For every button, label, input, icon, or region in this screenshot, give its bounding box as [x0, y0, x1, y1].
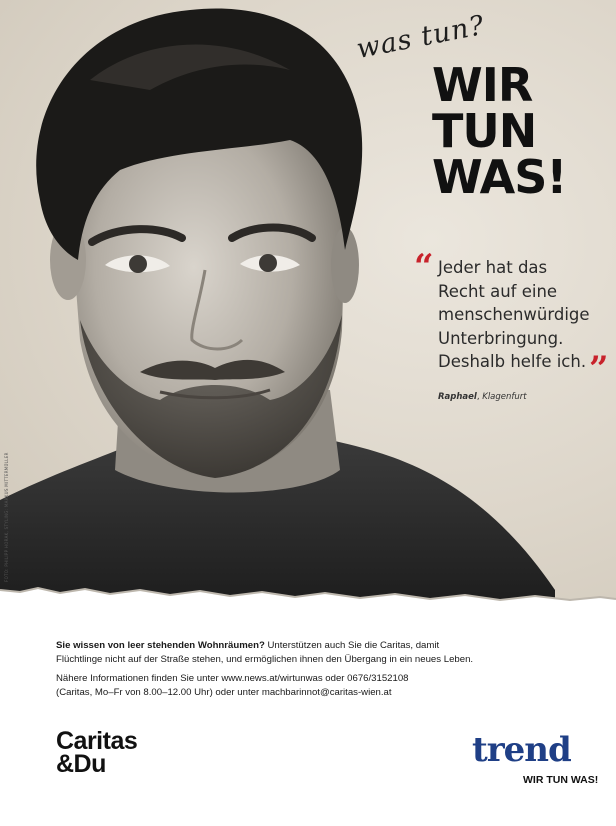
caritas-logo-line: Caritas	[56, 727, 138, 755]
info-line: Nähere Informationen finden Sie unter www.news.at/wirtunwas oder 0676/3152108	[56, 673, 409, 684]
caritas-logo-line: &Du	[56, 750, 106, 778]
photo-credit: FOTO: PHILIPP HORAK, STYLING: MARKUS MITTERMÜLLER	[4, 452, 9, 582]
headline-line: TUN	[432, 104, 537, 158]
caritas-logo	[56, 727, 138, 778]
appeal-line: Flüchtlinge nicht auf der Straße stehen, und ermöglichen ihnen den Übergang in ein neues Leben.	[56, 653, 474, 665]
quote-line: Unterbringung.	[438, 328, 564, 348]
close-quote-icon: ”	[589, 349, 609, 389]
body-copy	[56, 639, 576, 699]
trend-logo: trend	[472, 730, 571, 770]
quote-attribution: Raphael, Klagenfurt	[438, 392, 527, 402]
quote-line: Recht auf eine	[438, 281, 558, 301]
quote-line: menschenwürdige	[438, 305, 590, 324]
open-quote-icon: “	[414, 247, 434, 287]
appeal-lead-rest: Unterstützen auch Sie die Caritas, damit	[264, 640, 440, 651]
campaign-headline	[432, 58, 592, 204]
headline-line: WIR	[432, 58, 533, 112]
appeal-lead: Sie wissen von leer stehenden Wohnräumen?	[56, 640, 265, 651]
speaker-name: Raphael	[438, 392, 477, 402]
appeal-paragraph	[56, 639, 576, 666]
info-line: (Caritas, Mo–Fr von 8.00–12.00 Uhr) oder unter machbarinnot@caritas-wien.at	[56, 686, 392, 698]
headline-line: WAS!	[432, 150, 567, 204]
speaker-city: Klagenfurt	[482, 392, 527, 402]
quote-line: Jeder hat das	[438, 258, 548, 277]
torn-paper-edge	[0, 578, 616, 618]
quote-line: Deshalb helfe ich.	[438, 352, 587, 371]
info-paragraph	[56, 672, 576, 699]
trend-tagline: WIR TUN WAS!	[523, 774, 599, 786]
script-tagline: was tun?	[354, 9, 488, 65]
